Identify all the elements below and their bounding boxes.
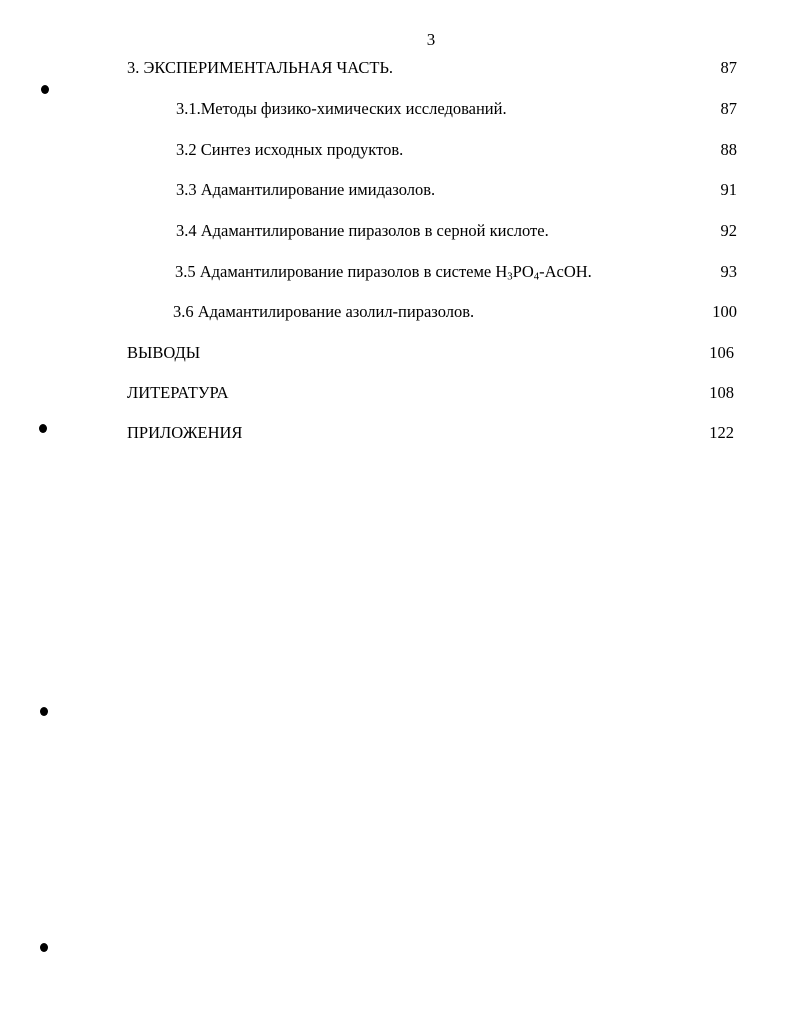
toc-entry-page: 88	[720, 140, 737, 159]
toc-entry-title-mid: PO	[512, 262, 534, 281]
toc-entry-title: 3.6 Адамантилирование азолил-пиразолов.	[173, 302, 475, 321]
toc-entry-page: 92	[720, 221, 737, 240]
toc-entry-title: 3.3 Адамантилирование имидазолов.	[176, 180, 436, 199]
toc-entry-title: 3.4 Адамантилирование пиразолов в серной кислоте.	[176, 221, 549, 240]
page-number: 3	[426, 30, 436, 49]
toc-entry-subsection	[0, 97, 799, 121]
toc-entry-page: 106	[709, 343, 734, 362]
toc-entry-title: ПРИЛОЖЕНИЯ	[127, 423, 243, 442]
toc-entry-subsection	[0, 300, 799, 324]
toc-entry-title: 3.2 Синтез исходных продуктов.	[176, 140, 404, 159]
toc-entry-subsection	[0, 219, 799, 243]
binding-hole-mark	[40, 707, 48, 716]
toc-entry-page: 87	[720, 58, 737, 77]
toc-entry-main-section	[0, 56, 799, 80]
binding-hole-mark	[41, 85, 49, 94]
toc-entry-section	[0, 421, 799, 445]
binding-hole-mark	[40, 943, 48, 952]
toc-entry-subsection	[0, 260, 799, 284]
toc-entry-subsection	[0, 138, 799, 162]
subscript-4: 4	[533, 270, 540, 283]
toc-entry-subsection	[0, 178, 799, 202]
toc-entry-title-suffix: -AcOH.	[539, 262, 592, 281]
toc-entry-page: 108	[709, 383, 734, 402]
toc-entry-page: 87	[720, 99, 737, 118]
toc-entry-title-prefix: 3.5 Адамантилирование пиразолов в системе H	[175, 262, 508, 281]
toc-entry-title: 3. ЭКСПЕРИМЕНТАЛЬНАЯ ЧАСТЬ.	[127, 58, 394, 77]
toc-entry-title: ВЫВОДЫ	[127, 343, 201, 362]
toc-entry-title: ЛИТЕРАТУРА	[127, 383, 229, 402]
subscript-3: 3	[507, 270, 513, 283]
toc-entry-title	[175, 260, 592, 284]
toc-entry-section	[0, 341, 799, 365]
toc-entry-title: 3.1.Методы физико-химических исследований.	[176, 99, 507, 118]
toc-entry-page: 93	[720, 262, 737, 281]
toc-entry-page: 122	[709, 423, 734, 442]
toc-entry-page: 91	[720, 180, 737, 199]
toc-entry-section	[0, 381, 799, 405]
toc-entry-page: 100	[712, 302, 737, 321]
